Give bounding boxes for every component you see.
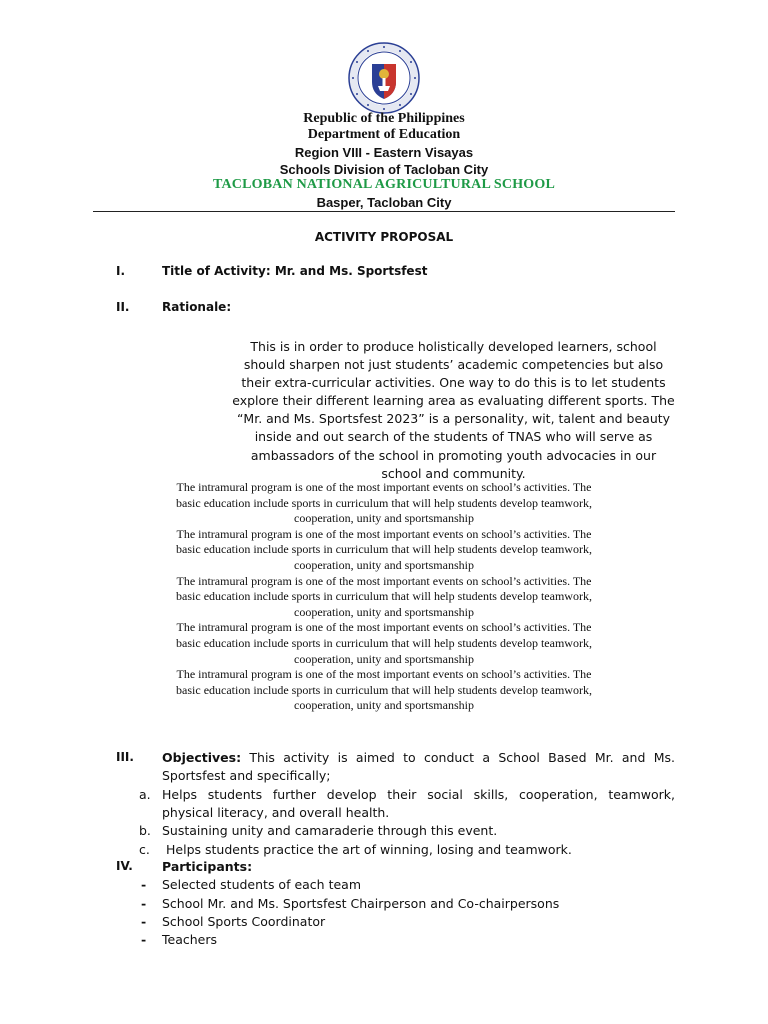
objectives-intro — [162, 749, 675, 785]
section-1-title: Title of Activity: Mr. and Ms. Sportsfest — [162, 264, 428, 278]
participant-4-text: Teachers — [162, 932, 217, 947]
header-region: Region VIII - Eastern Visayas — [294, 145, 474, 160]
section-1-number: I. — [116, 264, 126, 278]
section-2-title: Rationale: — [162, 300, 232, 314]
header-divider — [93, 211, 675, 212]
participant-3-marker: - — [141, 914, 147, 929]
objective-b-text: Sustaining unity and camaraderie through this event. — [162, 823, 498, 838]
objective-a-marker: a. — [139, 787, 151, 802]
intramural-line-2: basic education include sports in curriculum that will help students develop teamwork, — [176, 682, 592, 697]
intramural-line-3: cooperation, unity and sportsmanship — [294, 651, 474, 666]
objective-a-text: Helps students further develop their social skills, cooperation, teamwork, physical literacy, and overall health. — [162, 787, 675, 820]
section-4-number: IV. — [116, 859, 133, 873]
objective-c-marker: c. — [139, 842, 150, 857]
intramural-line-1: The intramural program is one of the most important events on school’s activities. The — [176, 526, 592, 541]
participant-4-marker: - — [141, 932, 147, 947]
section-4-title: Participants: — [162, 859, 253, 874]
intramural-line-2: basic education include sports in curriculum that will help students develop teamwork, — [176, 635, 592, 650]
intramural-paragraphs — [120, 480, 648, 714]
intramural-line-1: The intramural program is one of the most important events on school’s activities. The — [176, 573, 592, 588]
participant-3-text: School Sports Coordinator — [162, 914, 326, 929]
intramural-line-2: basic education include sports in curriculum that will help students develop teamwork, — [176, 495, 592, 510]
header-school-name: TACLOBAN NATIONAL AGRICULTURAL SCHOOL — [212, 177, 556, 192]
objective-b-marker: b. — [139, 823, 151, 838]
document-title: ACTIVITY PROPOSAL — [314, 230, 454, 244]
header-address: Basper, Tacloban City — [316, 195, 452, 210]
intramural-line-3: cooperation, unity and sportsmanship — [294, 557, 474, 572]
participant-1-text: Selected students of each team — [162, 877, 361, 892]
intramural-line-3: cooperation, unity and sportsmanship — [294, 511, 474, 526]
intramural-line-2: basic education include sports in curriculum that will help students develop teamwork, — [176, 542, 592, 557]
header-department: Department of Education — [307, 127, 461, 142]
objective-c-text: Helps students practice the art of winning, losing and teamwork. — [166, 842, 572, 857]
intramural-line-1: The intramural program is one of the most important events on school’s activities. The — [176, 667, 592, 682]
rationale-paragraph: This is in order to produce holistically developed learners, school should sharpen not just students’ academic competencies but also their extra-curricular activities. One way to do this is to let students explore their different learning area as evaluating different sports. The “Mr. and Ms. Sportsfest 2023” is a personality, wit, talent and beauty inside and out search of the students of TNAS who will serve as ambassadors of the school in promoting youth advocacies in our school and community. — [232, 339, 675, 481]
intramural-line-2: basic education include sports in curriculum that will help students develop teamwork, — [176, 589, 592, 604]
participant-2-text: School Mr. and Ms. Sportsfest Chairperson and Co-chairpersons — [162, 896, 560, 911]
participant-2-marker: - — [141, 896, 147, 911]
intramural-line-1: The intramural program is one of the most important events on school’s activities. The — [176, 620, 592, 635]
header-division: Schools Division of Tacloban City — [279, 162, 489, 177]
intramural-line-1: The intramural program is one of the most important events on school’s activities. The — [176, 480, 592, 494]
objectives-intro-text: This activity is aimed to conduct a School Based Mr. and Ms. Sportsfest and specifically; — [162, 750, 675, 783]
section-2-number: II. — [116, 300, 130, 314]
section-3-title: Objectives: — [162, 750, 242, 765]
participant-1-marker: - — [141, 877, 147, 892]
intramural-line-3: cooperation, unity and sportsmanship — [294, 604, 474, 619]
section-3-number: III. — [116, 750, 134, 764]
header-republic: Republic of the Philippines — [303, 111, 465, 126]
intramural-line-3: cooperation, unity and sportsmanship — [294, 698, 474, 713]
deped-seal-logo — [348, 42, 420, 114]
